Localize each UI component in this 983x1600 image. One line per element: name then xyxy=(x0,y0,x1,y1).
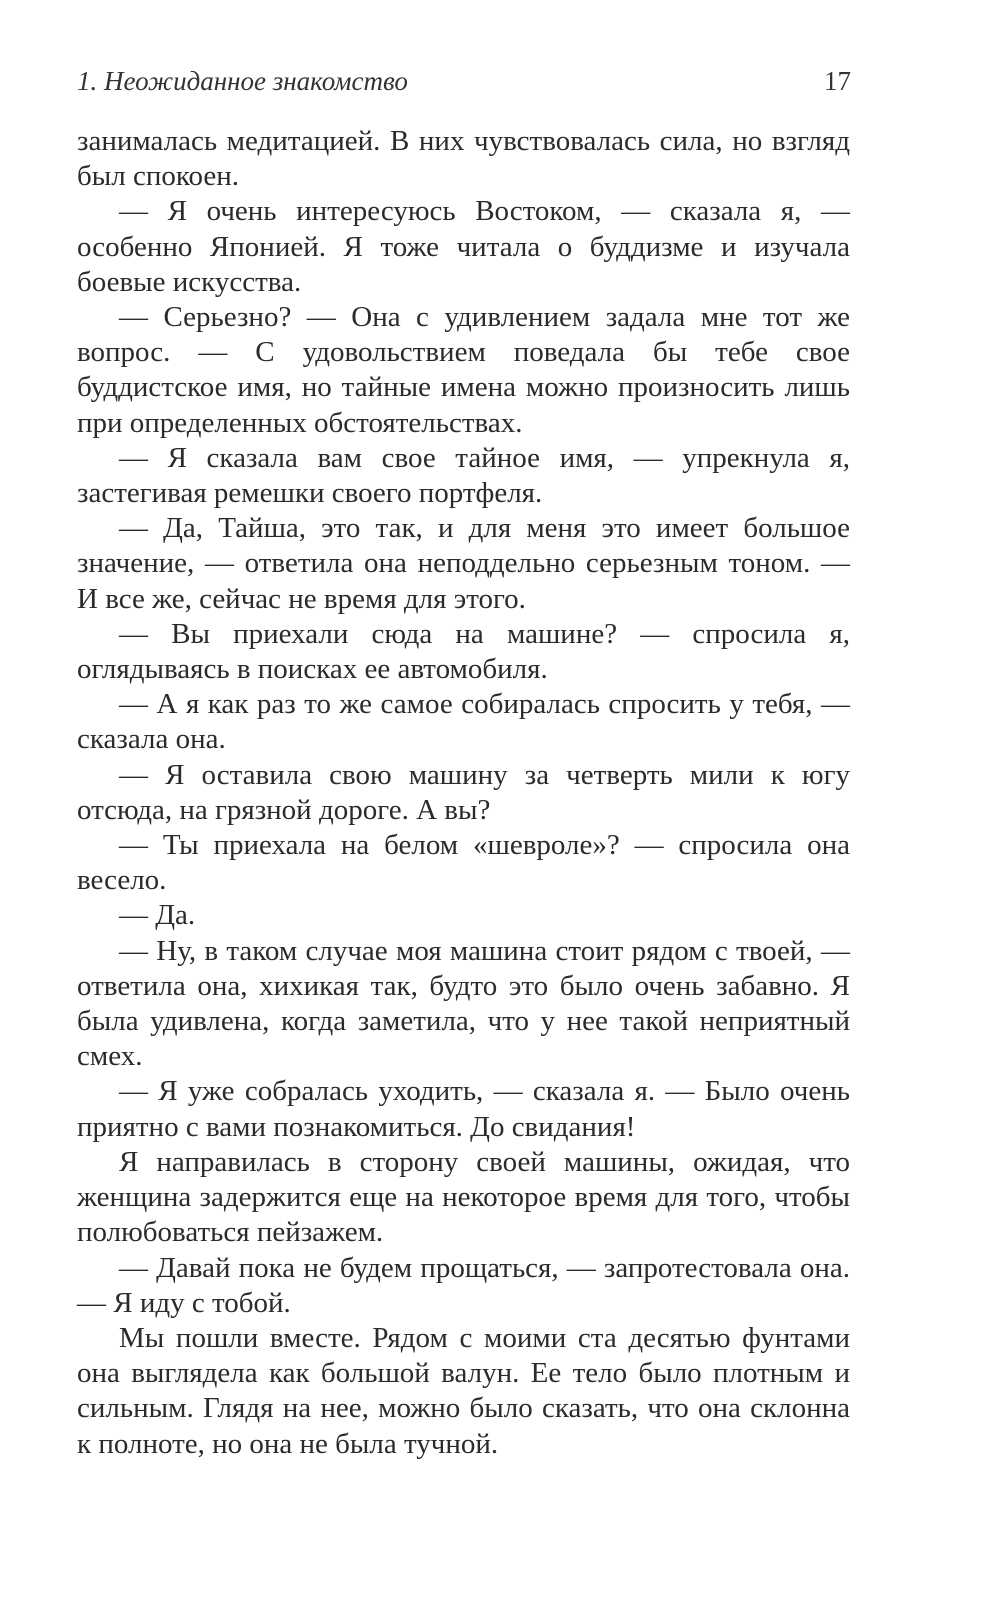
paragraph: Я направилась в сторону своей машины, ожидая, что женщина задержится еще на некоторое время для того, чтобы полюбоваться пейзажем. xyxy=(77,1145,850,1249)
paragraph: — Ну, в таком случае моя машина стоит рядом с твоей, — ответила она, хихикая так, будто это было очень забавно. Я была удивлена, когда заметила, что у нее такой неприятный смех. xyxy=(77,934,850,1073)
paragraph: — А я как раз то же самое собиралась спросить у тебя, — сказала она. xyxy=(77,688,850,756)
body-text xyxy=(77,124,850,1462)
paragraph: — Давай пока не будем прощаться, — запротестовала она. — Я иду с тобой. xyxy=(77,1251,850,1319)
paragraph: — Вы приехали сюда на машине? — спросила я, оглядываясь в поисках ее автомобиля. xyxy=(77,617,850,686)
paragraph: — Да. xyxy=(119,899,196,932)
paragraph: — Серьезно? — Она с удивлением задала мне тот же вопрос. — С удовольствием поведала бы тебе свое буддистское имя, но тайные имена можно произносить лишь при определенных обстоятельствах. xyxy=(77,301,850,439)
paragraph: — Я очень интересуюсь Востоком, — сказала я, — особенно Японией. Я тоже читала о буддизме и изучала боевые искусства. xyxy=(77,195,850,298)
paragraph: — Я оставила свою машину за четверть мили к югу отсюда, на грязной дороге. А вы? xyxy=(77,758,850,826)
chapter-title: 1. Неожиданное знакомство xyxy=(77,66,408,96)
paragraph: Мы пошли вместе. Рядом с моими ста десятью фунтами она выглядела как большой валун. Ее тело было плотным и сильным. Глядя на нее, можно было сказать, что она склонна к полноте, но она не была тучной. xyxy=(77,1321,850,1460)
paragraph: — Ты приехала на белом «шевроле»? — спросила она весело. xyxy=(77,829,850,897)
running-header xyxy=(77,66,851,106)
paragraph-continuation: занималась медитацией. В них чувствовалась сила, но взгляд был спокоен. xyxy=(77,125,850,193)
paragraph: — Я уже собралась уходить, — сказала я. — Было очень приятно с вами познакомиться. До свидания! xyxy=(77,1075,850,1143)
page-number: 17 xyxy=(824,66,851,96)
paragraph: — Я сказала вам свое тайное имя, — упрекнула я, застегивая ремешки своего портфеля. xyxy=(77,441,850,510)
paragraph: — Да, Тайша, это так, и для меня это имеет большое значение, — ответила она неподдельно серьезным тоном. — И все же, сейчас не время для этого. xyxy=(77,512,850,615)
